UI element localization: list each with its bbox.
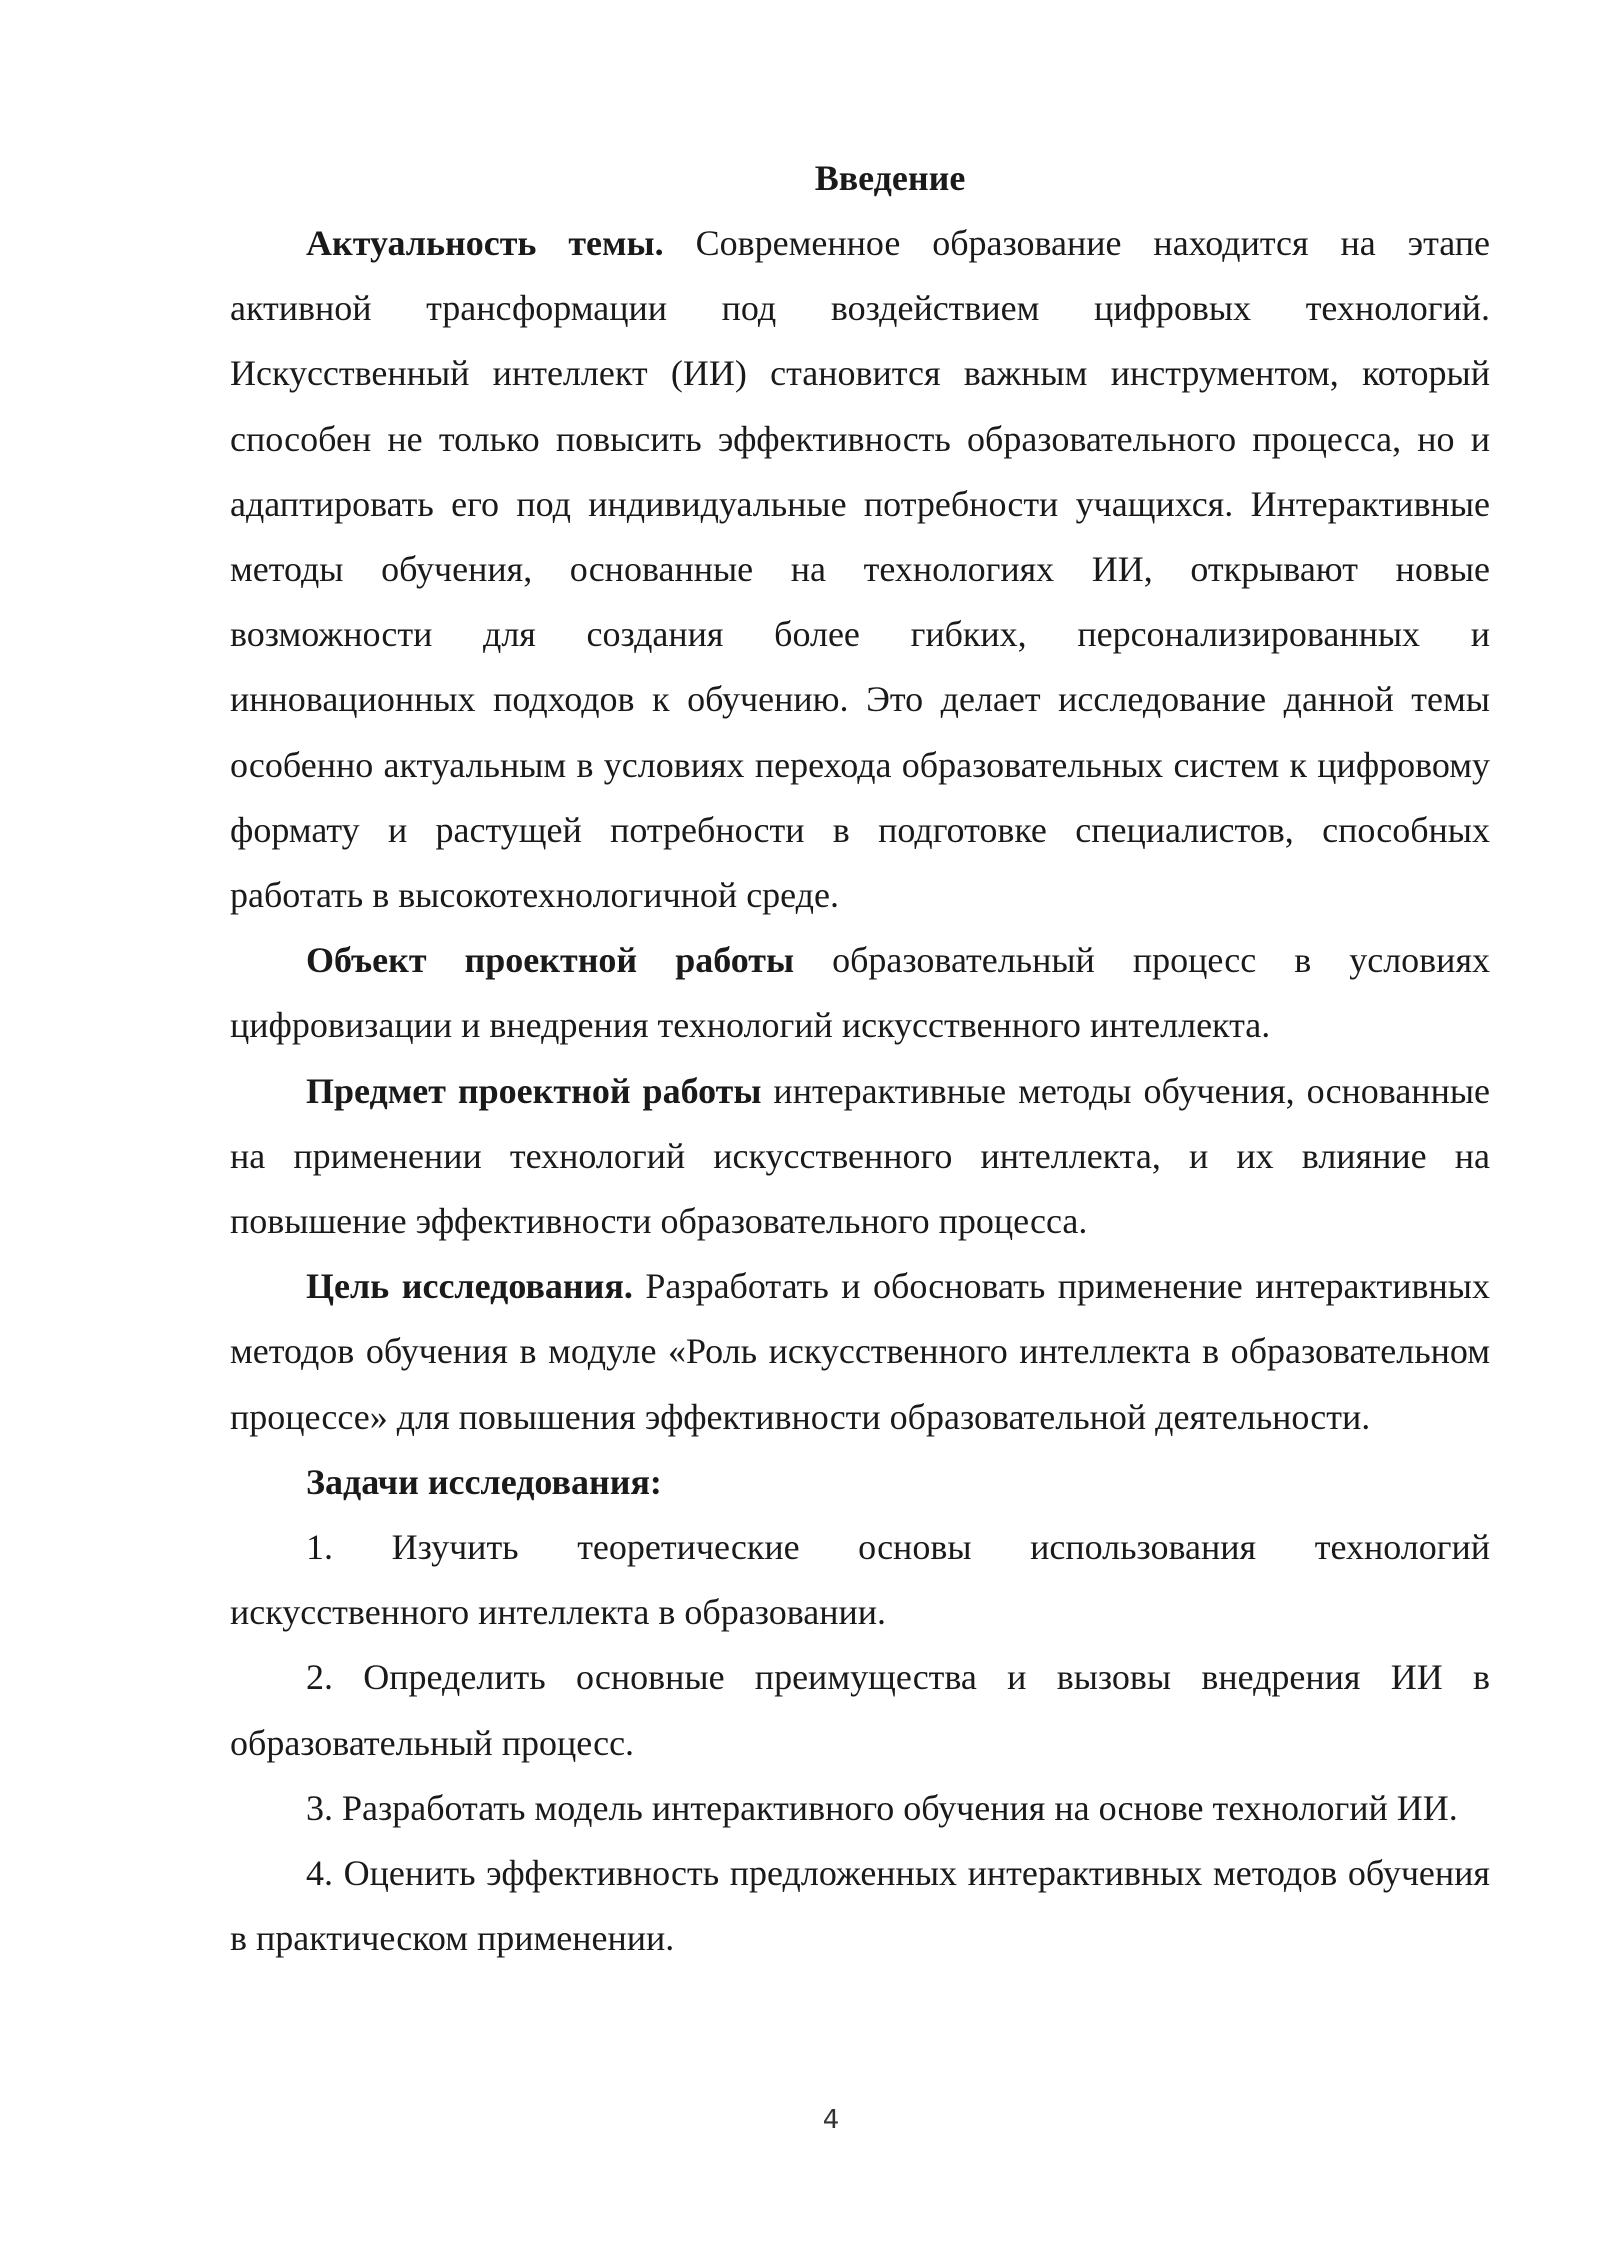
task-number: 4. [306, 1853, 333, 1894]
subject-label: Предмет проектной работы [306, 1070, 762, 1111]
task-item-3 [230, 1776, 1490, 1841]
document-body [230, 146, 1490, 1971]
object-paragraph [230, 928, 1490, 1058]
task-item-1 [230, 1515, 1490, 1645]
task-text: Разработать модель интерактивного обучения на основе технологий ИИ. [342, 1787, 1458, 1828]
task-text: Определить основные преимущества и вызовы внедрения ИИ в образовательный процесс. [230, 1657, 1491, 1763]
task-text: Оценить эффективность предложенных интерактивных методов обучения в практическом применении. [230, 1853, 1490, 1959]
relevance-label: Актуальность темы. [306, 223, 664, 263]
task-text: Изучить теоретические основы использования технологий искусственного интеллекта в образовании. [230, 1527, 1491, 1633]
task-number: 1. [306, 1527, 333, 1568]
task-number: 3. [306, 1787, 333, 1828]
relevance-text: Современное образование находится на этапе активной трансформации под воздействием цифровых технологий. Искусственный интеллект (ИИ) становится важным инструментом, который способен не только повысить эффективность образовательного процесса, но и адаптировать его под индивидуальные потребности учащихся. Интерактивные методы обучения, основанные на технологиях ИИ, открывают новые возможности для создания более гибких, персонализированных и инновационных подходов к обучению. Это делает исследование данной темы особенно актуальным в условиях перехода образовательных систем к цифровому формату и растущей потребности в подготовке специалистов, способных работать в высокотехнологичной среде. [230, 223, 1490, 916]
tasks-label: Задачи исследования: [306, 1461, 662, 1502]
page-number: 4 [822, 2105, 840, 2135]
subject-paragraph [230, 1059, 1490, 1255]
task-item-2 [230, 1645, 1490, 1775]
relevance-paragraph [230, 211, 1490, 928]
goal-text: Разработать и обосновать применение интерактивных методов обучения в модуле «Роль искусственного интеллекта в образовательном процессе» для повышения эффективности образовательной деятельности. [230, 1266, 1490, 1437]
object-label: Объект проектной работы [306, 940, 795, 981]
tasks-heading [230, 1450, 1490, 1515]
task-item-4 [230, 1841, 1490, 1971]
goal-paragraph [230, 1254, 1490, 1450]
object-text: образовательный процесс в условиях цифровизации и внедрения технологий искусственного интеллекта. [230, 940, 1491, 1046]
goal-label: Цель исследования. [306, 1266, 633, 1307]
subject-text: интерактивные методы обучения, основанные на применении технологий искусственного интеллекта, и их влияние на повышение эффективности образовательного процесса. [230, 1070, 1491, 1242]
section-title: Введение [814, 158, 966, 198]
task-number: 2. [306, 1657, 333, 1698]
